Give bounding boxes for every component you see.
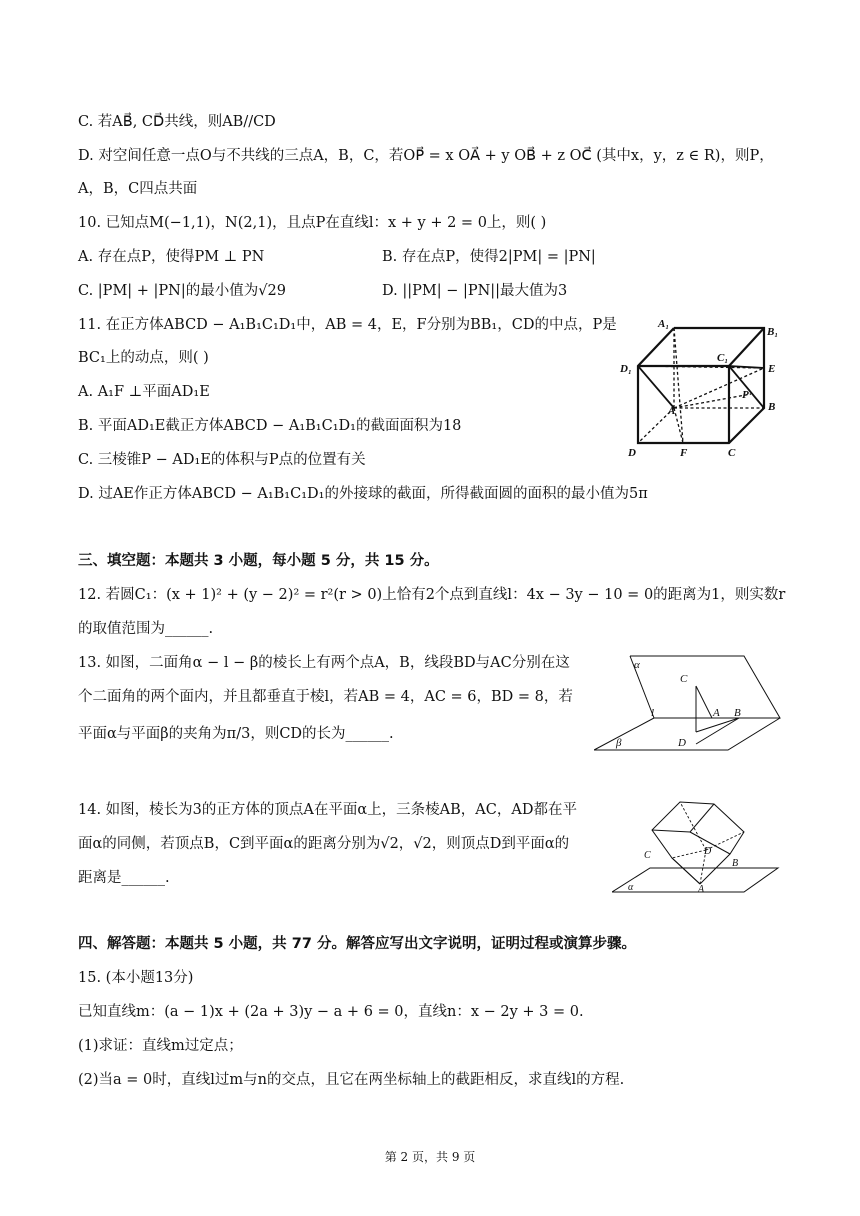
q9-option-d-line1: D. 对空间任意一点O与不共线的三点A，B，C，若OP⃗ = x OA⃗ + y OB⃗ + z OC⃗ (其中x，y，z ∈ R)，则P，	[78, 148, 774, 164]
section4-heading: 四、解答题：本题共 5 小题，共 77 分。解答应写出文字说明，证明过程或演算步骤。	[78, 936, 636, 952]
q14-line2: 面α的同侧，若顶点B，C到平面α的距离分别为√2，√2，则顶点D到平面α的	[78, 836, 570, 852]
label-c: C	[728, 447, 736, 459]
q13-line2: 个二面角的两个面内，并且都垂直于棱l，若AB = 4，AC = 6，BD = 8，若	[78, 689, 573, 705]
label-e: E	[768, 363, 776, 375]
q13-line1: 13. 如图，二面角α − l − β的棱长上有两个点A，B，线段BD与AC分别在这	[78, 655, 570, 671]
q10-option-c: C. |PM| + |PN|的最小值为√29	[78, 283, 286, 299]
label-p: P	[742, 389, 749, 401]
label-l: l	[651, 707, 655, 719]
label-b1: B₁	[767, 326, 779, 338]
q14-line1: 14. 如图，棱长为3的正方体的顶点A在平面α上，三条棱AB，AC，AD都在平	[78, 802, 577, 818]
label-b: B	[734, 707, 741, 719]
label-beta: β	[616, 737, 622, 749]
label-d: D	[678, 737, 686, 749]
label-f: F	[680, 447, 688, 459]
label-c1: C₁	[717, 352, 729, 364]
q11-stem-line1: 11. 在正方体ABCD − A₁B₁C₁D₁中，AB = 4，E，F分别为BB₁，CD的中点，P是	[78, 317, 617, 333]
label-a: A	[668, 405, 676, 417]
cube-on-plane-figure	[612, 798, 780, 894]
label-alpha: α	[634, 659, 640, 671]
label-alpha: α	[628, 882, 634, 893]
q12-line2: 的取值范围为______.	[78, 621, 214, 637]
label-d: D	[704, 846, 712, 857]
q10-stem: 10. 已知点M(−1,1)，N(2,1)，且点P在直线l：x + y + 2 = 0上，则( )	[78, 215, 547, 231]
label-a1: A₁	[658, 318, 670, 330]
label-a: A	[713, 707, 720, 719]
q12-line1: 12. 若圆C₁：(x + 1)² + (y − 2)² = r²(r > 0)上恰有2个点到直线l：4x − 3y − 10 = 0的距离为1，则实数r	[78, 587, 786, 603]
label-b: B	[768, 401, 776, 413]
q10-option-b: B. 存在点P，使得2|PM| = |PN|	[382, 249, 596, 265]
q11-option-c: C. 三棱锥P − AD₁E的体积与P点的位置有关	[78, 452, 366, 468]
label-b: B	[732, 858, 739, 869]
q15-line3: (2)当a = 0时，直线l过m与n的交点，且它在两坐标轴上的截距相反，求直线l的方程.	[78, 1072, 625, 1088]
cube-figure	[616, 316, 786, 462]
label-c: C	[680, 673, 688, 685]
q11-stem-line2: BC₁上的动点，则( )	[78, 350, 209, 366]
q9-option-c: C. 若AB⃗, CD⃗共线，则AB//CD	[78, 114, 276, 130]
page-footer: 第 2 页，共 9 页	[384, 1150, 476, 1164]
q10-option-a: A. 存在点P，使得PM ⊥ PN	[78, 249, 265, 265]
q10-option-d: D. ||PM| − |PN||最大值为3	[382, 283, 568, 299]
q11-option-d: D. 过AE作正方体ABCD − A₁B₁C₁D₁的外接球的截面，所得截面圆的面积的最小值为5π	[78, 486, 648, 502]
q9-option-d-line2: A，B，C四点共面	[78, 181, 198, 197]
q11-option-b: B. 平面AD₁E截正方体ABCD − A₁B₁C₁D₁的截面面积为18	[78, 418, 462, 434]
section3-heading: 三、填空题：本题共 3 小题，每小题 5 分，共 15 分。	[78, 553, 439, 569]
q15-line2: (1)求证：直线m过定点；	[78, 1038, 243, 1054]
q15-heading: 15. (本小题13分)	[78, 970, 194, 986]
label-a: A	[698, 884, 705, 894]
dihedral-figure	[594, 652, 784, 756]
label-d1: D₁	[620, 363, 632, 375]
q13-line3: 平面α与平面β的夹角为π/3，则CD的长为______.	[78, 726, 394, 742]
q15-line1: 已知直线m：(a − 1)x + (2a + 3)y − a + 6 = 0，直线n：x − 2y + 3 = 0.	[78, 1004, 584, 1020]
label-d: D	[628, 447, 636, 459]
q11-option-a: A. A₁F ⊥平面AD₁E	[78, 384, 210, 400]
q14-line3: 距离是______.	[78, 870, 170, 886]
label-c: C	[644, 850, 651, 861]
